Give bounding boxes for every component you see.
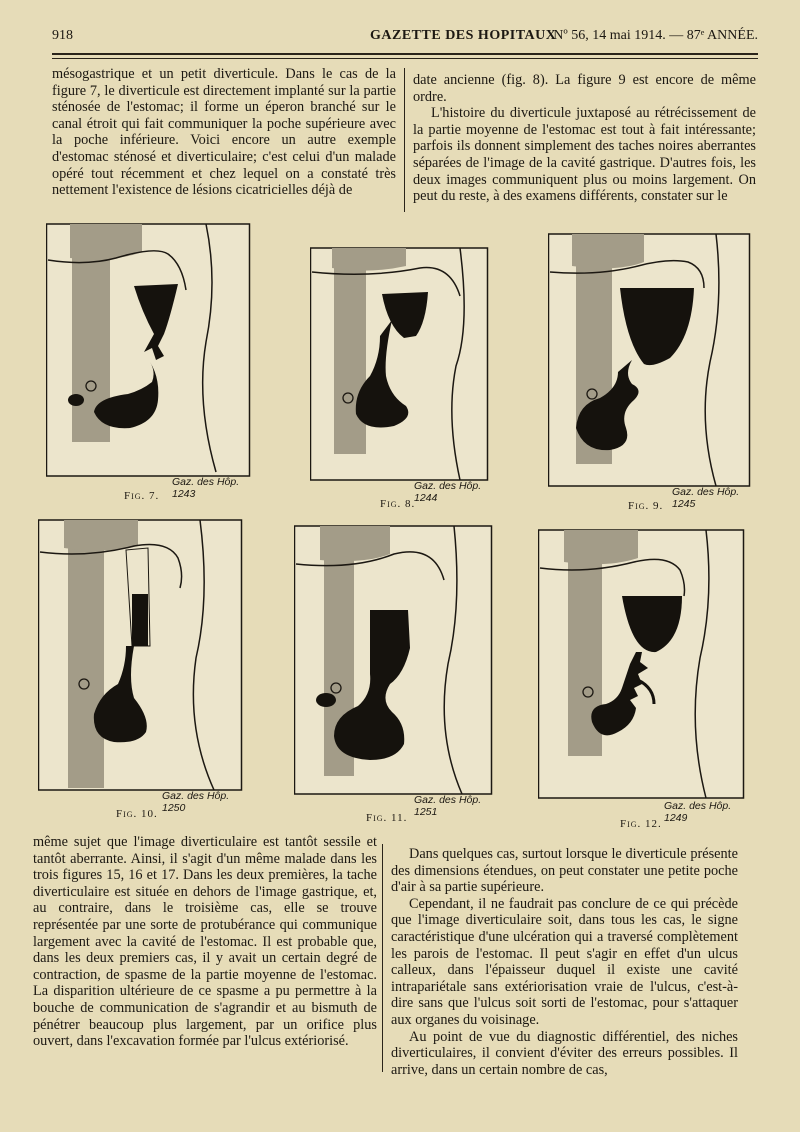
- text-column-top-right: [413, 72, 756, 205]
- paragraph: L'histoire du diverticule juxtaposé au rétrécissement de la partie moyenne de l'estomac est tout à fait intéressante; parfois ils donnent simplement des taches noires aberrantes séparées de l'image de la cavité gastrique. D'autres fois, les deux images communiquent plus ou moins largement. On peut du reste, à des examens différents, constater sur le: [413, 105, 756, 205]
- issue-info: Nº 56, 14 mai 1914. — 87ᵉ ANNÉE.: [553, 28, 758, 43]
- radiograph-drawing: [548, 232, 752, 488]
- header-rule-thin: [52, 58, 758, 59]
- paragraph: Dans quelques cas, surtout lorsque le diverticule présente des dimensions étendues, on peut constater une petite poche d'air à sa partie supérieure.: [391, 846, 738, 896]
- radiograph-drawing: [310, 246, 490, 482]
- figure-credit: Gaz. des Hôp. 1243: [172, 476, 240, 500]
- figure-credit: Gaz. des Hôp. 1245: [672, 486, 740, 510]
- header-rule: [52, 53, 758, 55]
- figure-caption: Fig. 7.: [124, 490, 160, 502]
- column-divider: [404, 68, 405, 212]
- text-column-bottom-right: [391, 846, 738, 1078]
- column-divider: [382, 844, 383, 1072]
- radiograph-drawing: [294, 524, 494, 796]
- radiograph-drawing: [38, 518, 244, 792]
- figure-caption: Fig. 9.: [628, 500, 664, 512]
- figure-credit: Gaz. des Hôp. 1250: [162, 790, 230, 814]
- figure-caption: Fig. 8.: [380, 498, 416, 510]
- radiograph-drawing: [538, 528, 746, 800]
- paragraph: Au point de vue du diagnostic différentiel, des niches diverticulaires, il convient d'éviter des erreurs possibles. Il arrive, dans un certain nombre de cas,: [391, 1028, 738, 1078]
- figure-caption: Fig. 12.: [620, 818, 662, 830]
- paragraph: Cependant, il ne faudrait pas conclure de ce qui précède que l'image diverticulaire soit, dans tous les cas, le signe caractéristique d'une ulcération qui a traversé complètement les parois de l'estomac. Il peut s'agir en effet d'un ulcus calleux, dans l'épaisseur duquel il existe une cavité intrapariétale sans extériorisation vraie de l'ulcus, c'est-à-dire sans que l'ulcus soit sorti de l'estomac, pour s'attaquer aux organes du voisinage.: [391, 895, 738, 1028]
- text-column-bottom-left: [33, 834, 377, 1050]
- radiograph-drawing: [46, 222, 252, 478]
- figure-credit: Gaz. des Hôp. 1251: [414, 794, 482, 818]
- paragraph: même sujet que l'image diverticulaire est tantôt sessile et tantôt aberrante. Ainsi, il s'agit d'un même malade dans les trois figures 15, 16 et 17. Dans les deux premières, la tache diverticulaire est située en dehors de l'image gastrique, et, au contraire, dans le troisième cas, elle se trouve représentée par une sorte de protubérance qui communique largement avec la cavité de l'estomac. Il est probable que, dans les deux premiers cas, il y avait un certain degré de contraction, de spasme de la partie moyenne de l'estomac. La disparition ultérieure de ce spasme a pu permettre à la bouche de communication de s'agrandir et au bismuth de pénétrer beaucoup plus largement, par un orifice plus ouvert, dans l'excavation formée par l'ulcus extériorisé.: [33, 834, 377, 1050]
- figure-credit: Gaz. des Hôp. 1244: [414, 480, 482, 504]
- page-header: [52, 28, 758, 50]
- figure-credit: Gaz. des Hôp. 1249: [664, 800, 732, 824]
- journal-title: GAZETTE DES HOPITAUX: [370, 28, 557, 43]
- figure-caption: Fig. 11.: [366, 812, 408, 824]
- paragraph: mésogastrique et un petit diverticule. Dans le cas de la figure 7, le diverticule est directement implanté sur la partie sténosée de l'estomac; il forme un éperon branché sur le canal étroit qui fait communiquer la poche supérieure avec la poche inférieure. Voici encore un autre exemple d'estomac sténosé et diverticulaire; c'est celui d'un malade opéré tout récemment et chez lequel on a constaté très nettement l'existence de lésions cicatricielles déjà de: [52, 66, 396, 199]
- text-column-top-left: [52, 66, 396, 199]
- page-number: 918: [52, 28, 73, 43]
- figure-caption: Fig. 10.: [116, 808, 158, 820]
- paragraph: date ancienne (fig. 8). La figure 9 est encore de même ordre.: [413, 72, 756, 105]
